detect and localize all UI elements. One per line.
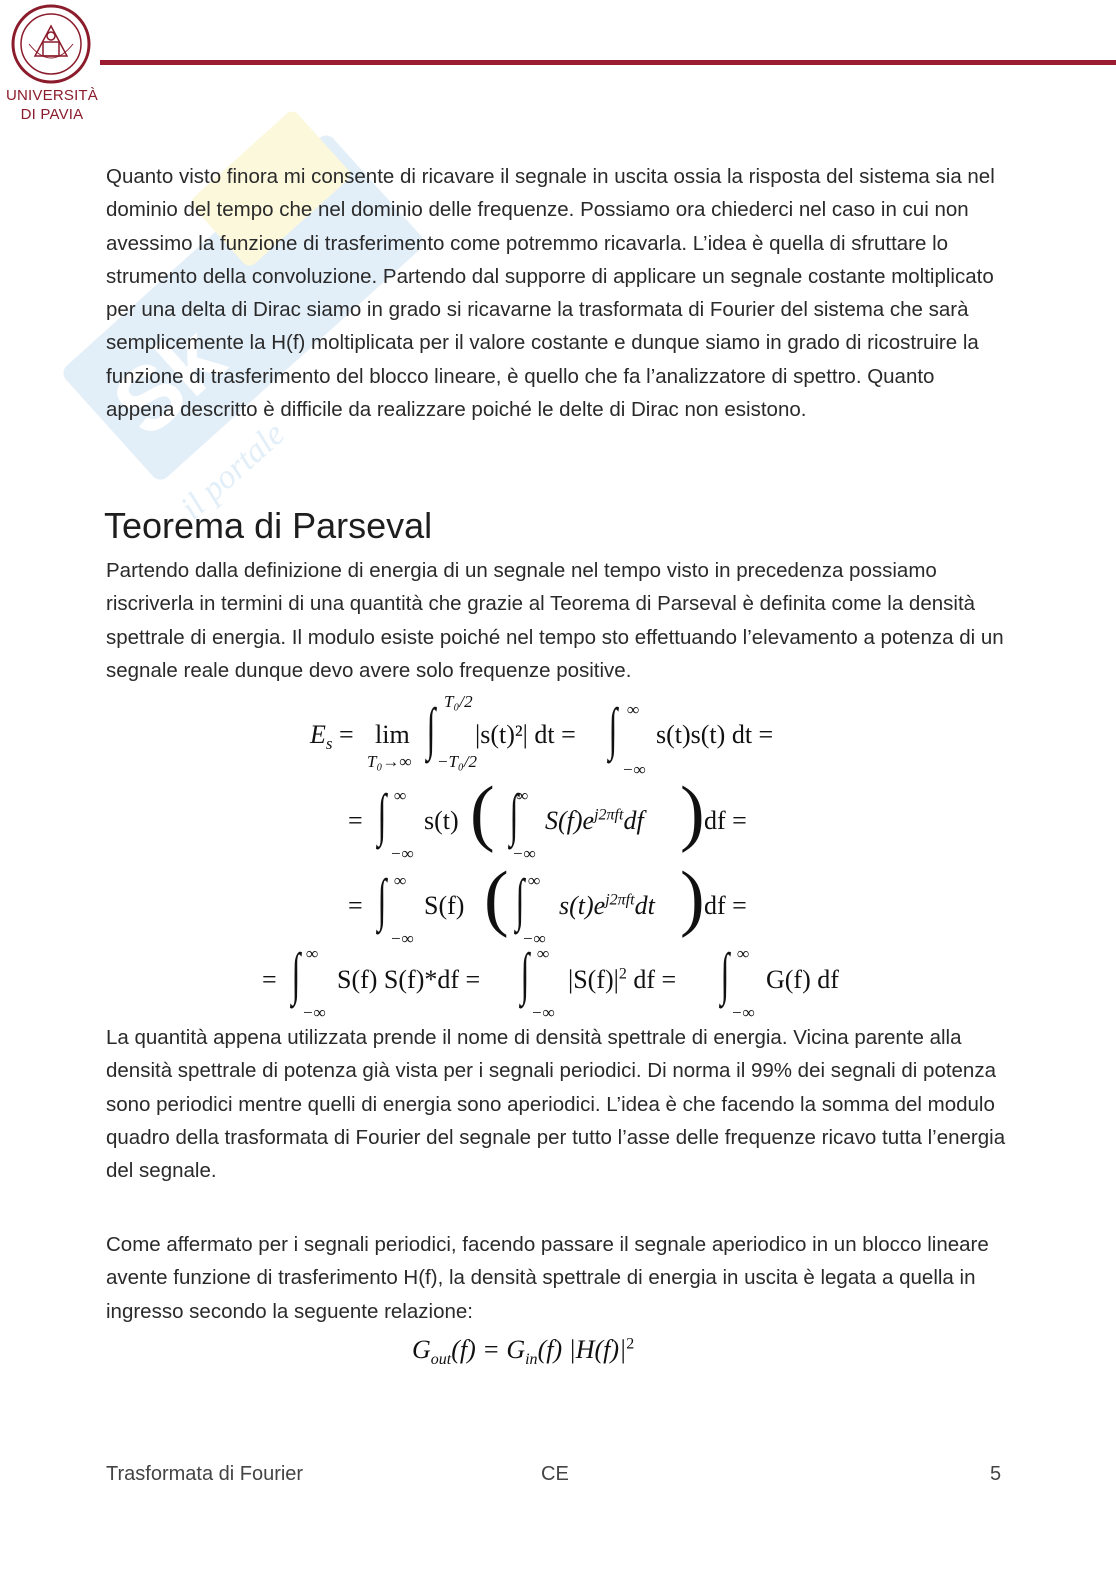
eq4-integral-3: ∫ — [720, 941, 730, 1006]
eq2-open-paren: ( — [470, 772, 495, 854]
eq4-lower-inf-3: −∞ — [731, 1003, 755, 1022]
eq1-rhs: s(t)s(t) dt = — [656, 720, 774, 749]
eq4-SS-star: S(f) S(f)*df = — [337, 965, 481, 994]
eq3-integral-1: ∫ — [377, 867, 387, 932]
eq4-lower-inf-2: −∞ — [531, 1003, 555, 1022]
eq2-df-outer: df = — [704, 806, 747, 835]
eq3-lower-inf-1: −∞ — [390, 929, 414, 948]
eq1-upper-inf: ∞ — [627, 700, 640, 719]
eq4-equals: = — [262, 965, 277, 994]
eq3-upper-inf-1: ∞ — [394, 871, 407, 890]
eq2-lower-inf-1: −∞ — [390, 844, 414, 863]
eq1-integrand: |s(t)²| dt = — [475, 720, 576, 749]
eq3-dt-inner: dt — [634, 891, 655, 920]
eq1-energy-subscript: s — [325, 734, 333, 754]
eq4-abs-S: |S(f)| — [568, 965, 619, 994]
eq4-exponent: 2 — [618, 965, 627, 983]
eq5-G: G — [412, 1335, 431, 1364]
eq2-exponent: j2πft — [594, 806, 624, 824]
paragraph-parseval: Partendo dalla definizione di energia di un segnale nel tempo visto in precedenza possiamo riscriverla in termini di una quantità che grazie al Teorema di Parseval è definita come la densità spettrale di energia. Il modulo esiste poiché nel tempo sto effettuando l’elevamento a potenza di un segnale reale dunque devo avere solo frequenze positive. — [106, 559, 1004, 682]
eq3-integral-2: ∫ — [515, 867, 525, 932]
eq4-upper-inf-3: ∞ — [737, 944, 750, 963]
eq2-lower-inf-2: −∞ — [512, 844, 536, 863]
eq3-close-paren: ) — [680, 857, 705, 939]
eq2-s-of-t: s(t) — [424, 806, 459, 835]
logo-line2: DI PAVIA — [20, 106, 84, 123]
eq4-abs-S-squared — [568, 965, 676, 995]
eq1-lower-inf: −∞ — [622, 760, 646, 779]
eq3-S-of-f: S(f) — [424, 891, 465, 920]
section-title: Teorema di Parseval — [104, 505, 433, 546]
eq4-upper-inf-1: ∞ — [306, 944, 319, 963]
eq4-df: df = — [633, 965, 677, 994]
eq5-in-sub: in — [525, 1351, 538, 1369]
eq2-integral-1: ∫ — [377, 782, 387, 847]
eq4-upper-inf-2: ∞ — [537, 944, 550, 963]
eq3-exponent: j2πft — [605, 891, 635, 909]
eq5-end: (f) |H(f)| — [537, 1335, 627, 1364]
eq1-equals: = — [339, 720, 354, 749]
output-density-equation — [412, 1335, 634, 1369]
footer-title: Trasformata di Fourier — [106, 1463, 304, 1485]
eq1-lhs — [310, 720, 354, 754]
eq4-integral-2: ∫ — [520, 941, 530, 1006]
eq3-integrand — [559, 891, 655, 921]
eq1-integral-1: ∫ — [426, 696, 436, 761]
eq3-lower-inf-2: −∞ — [522, 929, 546, 948]
eq3-s-of-t: s(t)e — [559, 891, 606, 920]
footer-center: CE — [541, 1463, 569, 1485]
paragraph-energy-density: La quantità appena utilizzata prende il nome di densità spettrale di energia. Vicina parente alla densità spettrale di potenza già vista per i segnali periodici. Di norma il 99% dei segnali di potenza sono periodici mentre quelli di energia sono aperiodici. L’idea è che facendo la somma del modulo quadro della trasformata di Fourier del segnale per tutto l’asse delle frequenze ricavo tutta l’energia del segnale. — [106, 1026, 1006, 1183]
eq2-df-inner: df — [623, 806, 644, 835]
paragraph-intro: Quanto visto finora mi consente di ricavare il segnale in uscita ossia la risposta del sistema sia nel dominio del tempo che nel dominio delle frequenze. Possiamo ora chiederci nel caso in cui non avessimo la funzione di trasferimento come potremmo ricavarla. L’idea è quella di sfruttare lo strumento della convoluzione. Partendo dal supporre di applicare un segnale costante moltiplicato per una delta di Dirac siamo in grado si ricavarne la trasformata di Fourier del sistema che sarà semplicemente la H(f) moltiplicata per il valore costante e dunque siamo in grado di ricostruire la funzione di trasferimento del blocco lineare, è quello che fa l’analizzatore di spettro. Quanto appena descritto è difficile da realizzare poiché le delte di Dirac non esistono. — [106, 165, 995, 422]
eq2-close-paren: ) — [680, 772, 705, 854]
eq3-df-outer: df = — [704, 891, 747, 920]
eq4-G-of-f: G(f) df — [766, 965, 839, 994]
eq1-lim-subscript: T₀→∞ — [367, 752, 412, 771]
university-logo — [4, 2, 100, 124]
eq2-S-of-f: S(f)e — [545, 806, 595, 835]
eq4-integral-1: ∫ — [291, 941, 301, 1006]
eq2-upper-inf-1: ∞ — [394, 786, 407, 805]
paragraph-linear-block: Come affermato per i segnali periodici, facendo passare il segnale aperiodico in un blocco lineare avente funzione di trasferimento H(f), la densità spettrale di energia in uscita è legata a quella in ingresso secondo la seguente relazione: — [106, 1233, 989, 1323]
eq3-equals: = — [348, 891, 363, 920]
eq1-energy-symbol: E — [310, 720, 326, 749]
eq2-integrand — [545, 806, 644, 836]
eq2-equals: = — [348, 806, 363, 835]
eq1-upper-limit: T₀/2 — [444, 692, 473, 711]
eq2-integral-2: ∫ — [509, 782, 519, 847]
logo-line1: UNIVERSITÀ — [5, 87, 98, 104]
eq5-mid: (f) = G — [451, 1335, 526, 1364]
university-seal-icon — [9, 2, 93, 86]
svg-text:Sk: Sk — [94, 307, 244, 456]
eq2-upper-inf-2: ∞ — [516, 786, 529, 805]
eq1-lim: lim — [375, 720, 410, 749]
eq1-integral-2: ∫ — [608, 696, 618, 761]
svg-text:il portale: il portale — [173, 415, 292, 527]
eq1-lower-limit: −T₀/2 — [437, 752, 478, 771]
eq3-upper-inf-2: ∞ — [528, 871, 541, 890]
eq4-lower-inf-1: −∞ — [302, 1003, 326, 1022]
eq5-exponent: 2 — [626, 1335, 635, 1353]
header-rule — [100, 60, 1116, 65]
page-number: 5 — [990, 1463, 1002, 1485]
eq3-open-paren: ( — [484, 857, 509, 939]
eq5-out-sub: out — [430, 1351, 452, 1369]
